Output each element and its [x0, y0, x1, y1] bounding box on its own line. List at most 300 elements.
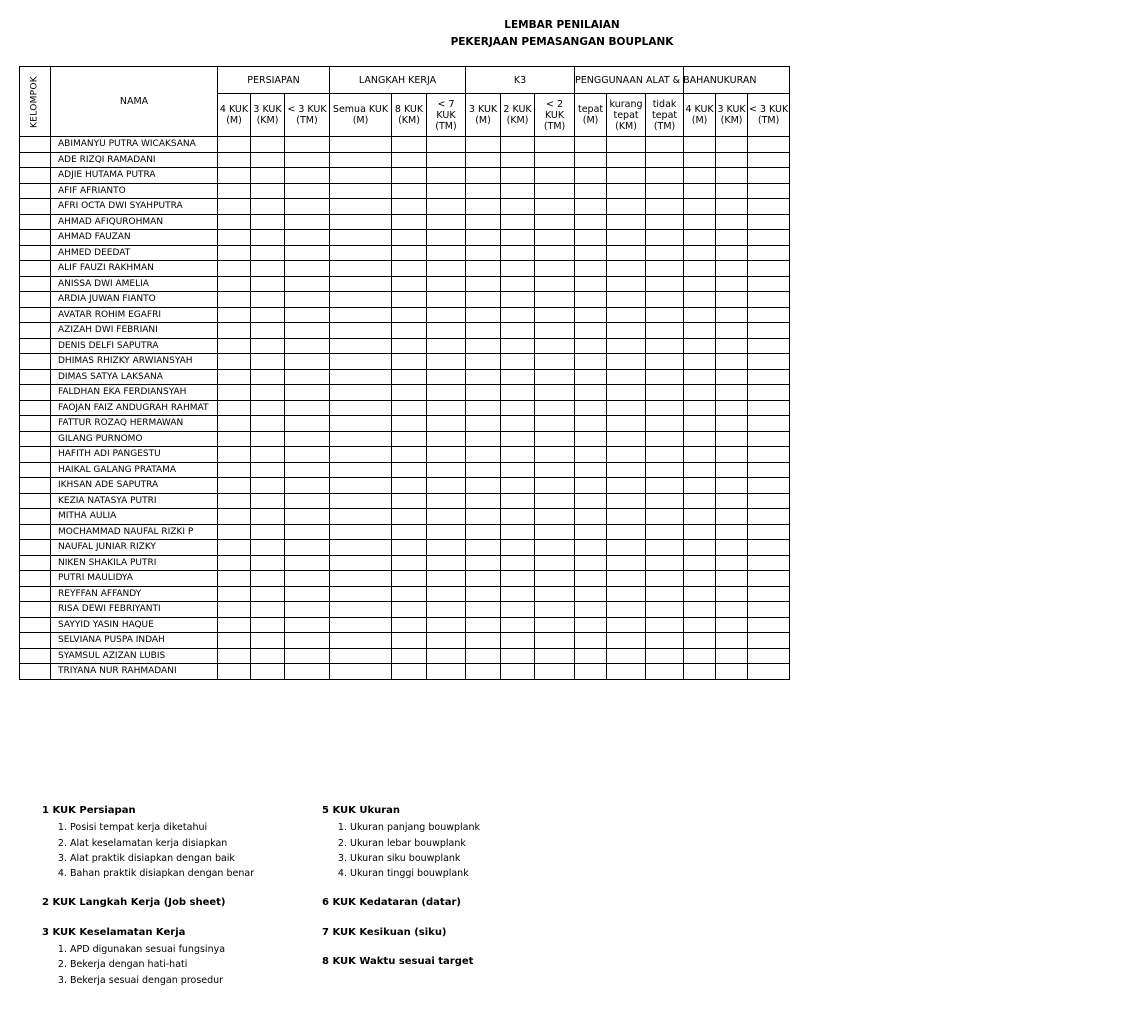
score-cell[interactable] [218, 633, 251, 649]
score-cell[interactable] [501, 602, 535, 618]
score-cell[interactable] [392, 617, 427, 633]
kelompok-cell[interactable] [20, 230, 51, 246]
score-cell[interactable] [646, 555, 684, 571]
score-cell[interactable] [466, 602, 501, 618]
score-cell[interactable] [466, 493, 501, 509]
score-cell[interactable] [251, 152, 285, 168]
score-cell[interactable] [575, 385, 607, 401]
score-cell[interactable] [392, 354, 427, 370]
score-cell[interactable] [646, 617, 684, 633]
score-cell[interactable] [716, 214, 748, 230]
score-cell[interactable] [501, 137, 535, 153]
score-cell[interactable] [716, 276, 748, 292]
score-cell[interactable] [716, 199, 748, 215]
score-cell[interactable] [392, 369, 427, 385]
score-cell[interactable] [684, 261, 716, 277]
score-cell[interactable] [716, 648, 748, 664]
score-cell[interactable] [427, 137, 466, 153]
score-cell[interactable] [646, 183, 684, 199]
score-cell[interactable] [646, 168, 684, 184]
score-cell[interactable] [218, 431, 251, 447]
score-cell[interactable] [330, 664, 392, 680]
score-cell[interactable] [330, 478, 392, 494]
score-cell[interactable] [575, 400, 607, 416]
score-cell[interactable] [646, 447, 684, 463]
score-cell[interactable] [684, 400, 716, 416]
score-cell[interactable] [218, 214, 251, 230]
score-cell[interactable] [251, 664, 285, 680]
score-cell[interactable] [251, 183, 285, 199]
score-cell[interactable] [466, 509, 501, 525]
score-cell[interactable] [716, 617, 748, 633]
score-cell[interactable] [748, 385, 790, 401]
score-cell[interactable] [684, 633, 716, 649]
score-cell[interactable] [427, 602, 466, 618]
score-cell[interactable] [535, 261, 575, 277]
score-cell[interactable] [607, 493, 646, 509]
score-cell[interactable] [684, 168, 716, 184]
score-cell[interactable] [607, 447, 646, 463]
score-cell[interactable] [748, 245, 790, 261]
score-cell[interactable] [218, 509, 251, 525]
score-cell[interactable] [607, 648, 646, 664]
score-cell[interactable] [427, 168, 466, 184]
score-cell[interactable] [748, 338, 790, 354]
score-cell[interactable] [748, 416, 790, 432]
score-cell[interactable] [330, 199, 392, 215]
score-cell[interactable] [466, 431, 501, 447]
score-cell[interactable] [392, 152, 427, 168]
score-cell[interactable] [251, 602, 285, 618]
score-cell[interactable] [330, 462, 392, 478]
score-cell[interactable] [748, 664, 790, 680]
score-cell[interactable] [285, 555, 330, 571]
score-cell[interactable] [646, 276, 684, 292]
score-cell[interactable] [535, 633, 575, 649]
score-cell[interactable] [646, 462, 684, 478]
score-cell[interactable] [285, 524, 330, 540]
score-cell[interactable] [501, 307, 535, 323]
score-cell[interactable] [392, 183, 427, 199]
score-cell[interactable] [285, 571, 330, 587]
score-cell[interactable] [607, 369, 646, 385]
score-cell[interactable] [285, 354, 330, 370]
score-cell[interactable] [575, 478, 607, 494]
score-cell[interactable] [607, 168, 646, 184]
score-cell[interactable] [466, 354, 501, 370]
score-cell[interactable] [392, 431, 427, 447]
score-cell[interactable] [535, 245, 575, 261]
score-cell[interactable] [392, 447, 427, 463]
score-cell[interactable] [501, 168, 535, 184]
score-cell[interactable] [748, 276, 790, 292]
score-cell[interactable] [535, 555, 575, 571]
score-cell[interactable] [607, 230, 646, 246]
score-cell[interactable] [535, 276, 575, 292]
score-cell[interactable] [716, 369, 748, 385]
score-cell[interactable] [251, 245, 285, 261]
score-cell[interactable] [748, 571, 790, 587]
score-cell[interactable] [748, 447, 790, 463]
score-cell[interactable] [684, 493, 716, 509]
score-cell[interactable] [392, 214, 427, 230]
score-cell[interactable] [218, 323, 251, 339]
score-cell[interactable] [748, 509, 790, 525]
score-cell[interactable] [285, 338, 330, 354]
score-cell[interactable] [330, 400, 392, 416]
score-cell[interactable] [427, 664, 466, 680]
score-cell[interactable] [575, 524, 607, 540]
score-cell[interactable] [427, 586, 466, 602]
score-cell[interactable] [607, 354, 646, 370]
kelompok-cell[interactable] [20, 261, 51, 277]
score-cell[interactable] [501, 230, 535, 246]
score-cell[interactable] [748, 540, 790, 556]
score-cell[interactable] [466, 183, 501, 199]
score-cell[interactable] [535, 524, 575, 540]
score-cell[interactable] [330, 183, 392, 199]
score-cell[interactable] [251, 354, 285, 370]
score-cell[interactable] [748, 261, 790, 277]
score-cell[interactable] [392, 493, 427, 509]
score-cell[interactable] [330, 447, 392, 463]
score-cell[interactable] [748, 183, 790, 199]
score-cell[interactable] [748, 214, 790, 230]
kelompok-cell[interactable] [20, 276, 51, 292]
score-cell[interactable] [575, 261, 607, 277]
score-cell[interactable] [218, 648, 251, 664]
score-cell[interactable] [466, 664, 501, 680]
score-cell[interactable] [466, 400, 501, 416]
score-cell[interactable] [330, 416, 392, 432]
score-cell[interactable] [285, 307, 330, 323]
score-cell[interactable] [575, 431, 607, 447]
score-cell[interactable] [501, 555, 535, 571]
score-cell[interactable] [646, 524, 684, 540]
score-cell[interactable] [251, 385, 285, 401]
score-cell[interactable] [535, 199, 575, 215]
score-cell[interactable] [501, 276, 535, 292]
score-cell[interactable] [748, 586, 790, 602]
score-cell[interactable] [684, 183, 716, 199]
score-cell[interactable] [535, 338, 575, 354]
kelompok-cell[interactable] [20, 385, 51, 401]
score-cell[interactable] [716, 509, 748, 525]
score-cell[interactable] [251, 447, 285, 463]
score-cell[interactable] [427, 199, 466, 215]
score-cell[interactable] [218, 540, 251, 556]
score-cell[interactable] [251, 292, 285, 308]
score-cell[interactable] [285, 385, 330, 401]
score-cell[interactable] [607, 338, 646, 354]
score-cell[interactable] [285, 183, 330, 199]
score-cell[interactable] [392, 416, 427, 432]
score-cell[interactable] [427, 462, 466, 478]
score-cell[interactable] [535, 664, 575, 680]
score-cell[interactable] [684, 230, 716, 246]
score-cell[interactable] [646, 137, 684, 153]
score-cell[interactable] [535, 323, 575, 339]
score-cell[interactable] [575, 245, 607, 261]
score-cell[interactable] [285, 478, 330, 494]
score-cell[interactable] [716, 571, 748, 587]
score-cell[interactable] [607, 307, 646, 323]
score-cell[interactable] [684, 292, 716, 308]
score-cell[interactable] [684, 137, 716, 153]
score-cell[interactable] [251, 199, 285, 215]
score-cell[interactable] [251, 493, 285, 509]
score-cell[interactable] [330, 307, 392, 323]
score-cell[interactable] [646, 245, 684, 261]
score-cell[interactable] [501, 354, 535, 370]
score-cell[interactable] [218, 524, 251, 540]
kelompok-cell[interactable] [20, 555, 51, 571]
score-cell[interactable] [251, 633, 285, 649]
score-cell[interactable] [684, 617, 716, 633]
score-cell[interactable] [646, 338, 684, 354]
score-cell[interactable] [285, 493, 330, 509]
kelompok-cell[interactable] [20, 586, 51, 602]
score-cell[interactable] [684, 571, 716, 587]
score-cell[interactable] [466, 540, 501, 556]
score-cell[interactable] [251, 276, 285, 292]
score-cell[interactable] [330, 137, 392, 153]
kelompok-cell[interactable] [20, 137, 51, 153]
score-cell[interactable] [716, 400, 748, 416]
score-cell[interactable] [535, 214, 575, 230]
score-cell[interactable] [646, 400, 684, 416]
score-cell[interactable] [646, 292, 684, 308]
score-cell[interactable] [392, 292, 427, 308]
score-cell[interactable] [748, 478, 790, 494]
score-cell[interactable] [575, 633, 607, 649]
score-cell[interactable] [646, 307, 684, 323]
score-cell[interactable] [684, 664, 716, 680]
score-cell[interactable] [575, 338, 607, 354]
score-cell[interactable] [330, 586, 392, 602]
score-cell[interactable] [285, 230, 330, 246]
score-cell[interactable] [427, 214, 466, 230]
score-cell[interactable] [330, 338, 392, 354]
score-cell[interactable] [427, 540, 466, 556]
score-cell[interactable] [466, 385, 501, 401]
score-cell[interactable] [575, 369, 607, 385]
score-cell[interactable] [535, 447, 575, 463]
score-cell[interactable] [716, 633, 748, 649]
score-cell[interactable] [218, 385, 251, 401]
score-cell[interactable] [251, 509, 285, 525]
score-cell[interactable] [684, 245, 716, 261]
score-cell[interactable] [607, 199, 646, 215]
score-cell[interactable] [427, 338, 466, 354]
score-cell[interactable] [218, 245, 251, 261]
score-cell[interactable] [251, 571, 285, 587]
score-cell[interactable] [535, 385, 575, 401]
score-cell[interactable] [330, 648, 392, 664]
score-cell[interactable] [748, 648, 790, 664]
score-cell[interactable] [392, 462, 427, 478]
score-cell[interactable] [501, 199, 535, 215]
score-cell[interactable] [392, 385, 427, 401]
kelompok-cell[interactable] [20, 354, 51, 370]
score-cell[interactable] [330, 571, 392, 587]
score-cell[interactable] [427, 571, 466, 587]
score-cell[interactable] [218, 416, 251, 432]
score-cell[interactable] [748, 137, 790, 153]
kelompok-cell[interactable] [20, 400, 51, 416]
kelompok-cell[interactable] [20, 152, 51, 168]
score-cell[interactable] [684, 648, 716, 664]
score-cell[interactable] [575, 416, 607, 432]
score-cell[interactable] [330, 369, 392, 385]
score-cell[interactable] [716, 385, 748, 401]
kelompok-cell[interactable] [20, 369, 51, 385]
score-cell[interactable] [427, 230, 466, 246]
score-cell[interactable] [575, 540, 607, 556]
score-cell[interactable] [501, 509, 535, 525]
score-cell[interactable] [466, 214, 501, 230]
score-cell[interactable] [427, 633, 466, 649]
kelompok-cell[interactable] [20, 214, 51, 230]
score-cell[interactable] [575, 509, 607, 525]
score-cell[interactable] [466, 478, 501, 494]
score-cell[interactable] [466, 338, 501, 354]
score-cell[interactable] [392, 230, 427, 246]
score-cell[interactable] [535, 230, 575, 246]
score-cell[interactable] [684, 369, 716, 385]
score-cell[interactable] [748, 617, 790, 633]
score-cell[interactable] [575, 602, 607, 618]
score-cell[interactable] [330, 555, 392, 571]
score-cell[interactable] [427, 307, 466, 323]
score-cell[interactable] [501, 416, 535, 432]
score-cell[interactable] [607, 431, 646, 447]
score-cell[interactable] [427, 555, 466, 571]
score-cell[interactable] [748, 493, 790, 509]
score-cell[interactable] [427, 245, 466, 261]
score-cell[interactable] [501, 633, 535, 649]
score-cell[interactable] [392, 400, 427, 416]
score-cell[interactable] [251, 462, 285, 478]
score-cell[interactable] [684, 152, 716, 168]
score-cell[interactable] [607, 555, 646, 571]
score-cell[interactable] [607, 586, 646, 602]
score-cell[interactable] [607, 571, 646, 587]
score-cell[interactable] [575, 276, 607, 292]
score-cell[interactable] [748, 199, 790, 215]
score-cell[interactable] [330, 168, 392, 184]
score-cell[interactable] [218, 354, 251, 370]
score-cell[interactable] [684, 214, 716, 230]
score-cell[interactable] [466, 555, 501, 571]
kelompok-cell[interactable] [20, 183, 51, 199]
score-cell[interactable] [251, 369, 285, 385]
score-cell[interactable] [575, 648, 607, 664]
score-cell[interactable] [501, 261, 535, 277]
score-cell[interactable] [646, 602, 684, 618]
score-cell[interactable] [501, 462, 535, 478]
score-cell[interactable] [466, 586, 501, 602]
score-cell[interactable] [218, 586, 251, 602]
score-cell[interactable] [684, 199, 716, 215]
score-cell[interactable] [251, 431, 285, 447]
score-cell[interactable] [392, 137, 427, 153]
score-cell[interactable] [607, 540, 646, 556]
score-cell[interactable] [427, 400, 466, 416]
score-cell[interactable] [251, 137, 285, 153]
score-cell[interactable] [466, 648, 501, 664]
score-cell[interactable] [218, 478, 251, 494]
score-cell[interactable] [684, 447, 716, 463]
score-cell[interactable] [575, 199, 607, 215]
score-cell[interactable] [716, 416, 748, 432]
score-cell[interactable] [684, 602, 716, 618]
score-cell[interactable] [646, 478, 684, 494]
score-cell[interactable] [330, 493, 392, 509]
score-cell[interactable] [466, 276, 501, 292]
score-cell[interactable] [427, 323, 466, 339]
score-cell[interactable] [285, 369, 330, 385]
score-cell[interactable] [427, 152, 466, 168]
score-cell[interactable] [684, 416, 716, 432]
kelompok-cell[interactable] [20, 509, 51, 525]
score-cell[interactable] [501, 447, 535, 463]
kelompok-cell[interactable] [20, 524, 51, 540]
score-cell[interactable] [330, 214, 392, 230]
score-cell[interactable] [466, 199, 501, 215]
score-cell[interactable] [684, 354, 716, 370]
score-cell[interactable] [716, 137, 748, 153]
score-cell[interactable] [466, 447, 501, 463]
score-cell[interactable] [218, 447, 251, 463]
score-cell[interactable] [575, 137, 607, 153]
score-cell[interactable] [646, 416, 684, 432]
score-cell[interactable] [427, 431, 466, 447]
score-cell[interactable] [218, 307, 251, 323]
score-cell[interactable] [748, 307, 790, 323]
score-cell[interactable] [607, 152, 646, 168]
score-cell[interactable] [716, 261, 748, 277]
score-cell[interactable] [251, 478, 285, 494]
score-cell[interactable] [716, 524, 748, 540]
score-cell[interactable] [392, 276, 427, 292]
score-cell[interactable] [285, 276, 330, 292]
score-cell[interactable] [392, 338, 427, 354]
score-cell[interactable] [684, 338, 716, 354]
kelompok-cell[interactable] [20, 292, 51, 308]
score-cell[interactable] [575, 354, 607, 370]
score-cell[interactable] [501, 183, 535, 199]
score-cell[interactable] [684, 478, 716, 494]
score-cell[interactable] [501, 338, 535, 354]
kelompok-cell[interactable] [20, 648, 51, 664]
score-cell[interactable] [684, 385, 716, 401]
score-cell[interactable] [218, 261, 251, 277]
score-cell[interactable] [501, 152, 535, 168]
kelompok-cell[interactable] [20, 493, 51, 509]
score-cell[interactable] [607, 509, 646, 525]
score-cell[interactable] [748, 400, 790, 416]
score-cell[interactable] [466, 323, 501, 339]
score-cell[interactable] [716, 152, 748, 168]
score-cell[interactable] [466, 416, 501, 432]
score-cell[interactable] [427, 292, 466, 308]
score-cell[interactable] [607, 183, 646, 199]
score-cell[interactable] [535, 369, 575, 385]
score-cell[interactable] [748, 292, 790, 308]
score-cell[interactable] [501, 586, 535, 602]
score-cell[interactable] [716, 230, 748, 246]
